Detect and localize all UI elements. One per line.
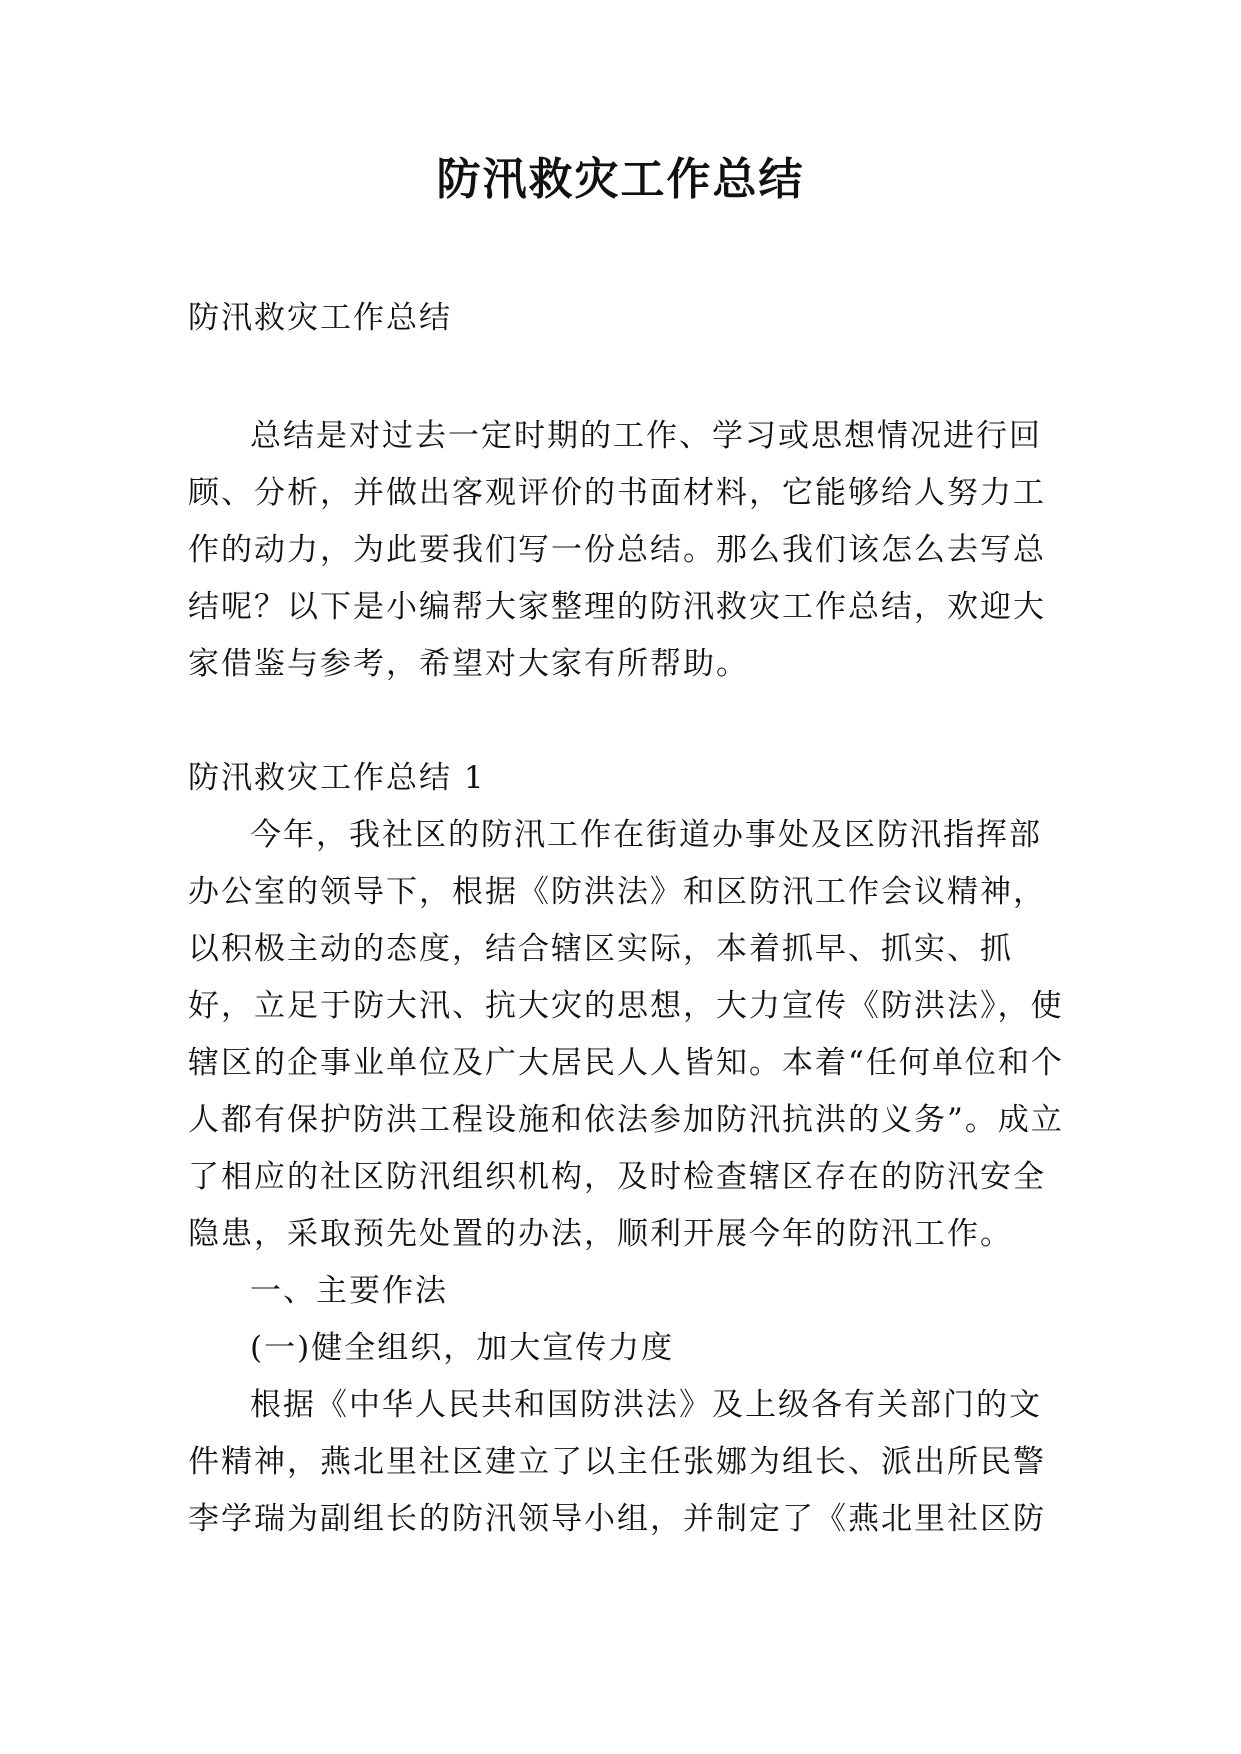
body-paragraph: 根据《中华人民共和国防洪法》及上级各有关部门的文件精神，燕北里社区建立了以主任张娜为组长、派出所民警李学瑞为副组长的防汛领导小组，并制定了《燕北里社区防 — [188, 1387, 1046, 1537]
main-heading: 一、主要作法 — [250, 1273, 448, 1309]
document-body — [188, 290, 1068, 1548]
intro-paragraph: 总结是对过去一定时期的工作、学习或思想情况进行回顾、分析，并做出客观评价的书面材料，它能够给人努力工作的动力，为此要我们写一份总结。那么我们该怎么去写总结呢？以下是小编帮大家整理的防汛救灾工作总结，欢迎大家借鉴与参考，希望对大家有所帮助。 — [188, 418, 1046, 682]
sub-heading: (一)健全组织，加大宣传力度 — [250, 1330, 675, 1366]
document-title: 防汛救灾工作总结 — [436, 154, 805, 205]
document-subtitle: 防汛救灾工作总结 — [188, 300, 452, 336]
section-title: 防汛救灾工作总结 1 — [188, 760, 486, 796]
body-paragraph: 今年，我社区的防汛工作在街道办事处及区防汛指挥部办公室的领导下，根据《防洪法》和区防汛工作会议精神，以积极主动的态度，结合辖区实际，本着抓早、抓实、抓好，立足于防大汛、抗大灾的思想，大力宣传《防洪法》，使辖区的企事业单位及广大居民人人皆知。本着“任何单位和个人都有保护防洪工程设施和依法参加防汛抗洪的义务”。成立了相应的社区防汛组织机构，及时检查辖区存在的防汛安全隐患，采取预先处置的办法，顺利开展今年的防汛工作。 — [188, 817, 1064, 1252]
